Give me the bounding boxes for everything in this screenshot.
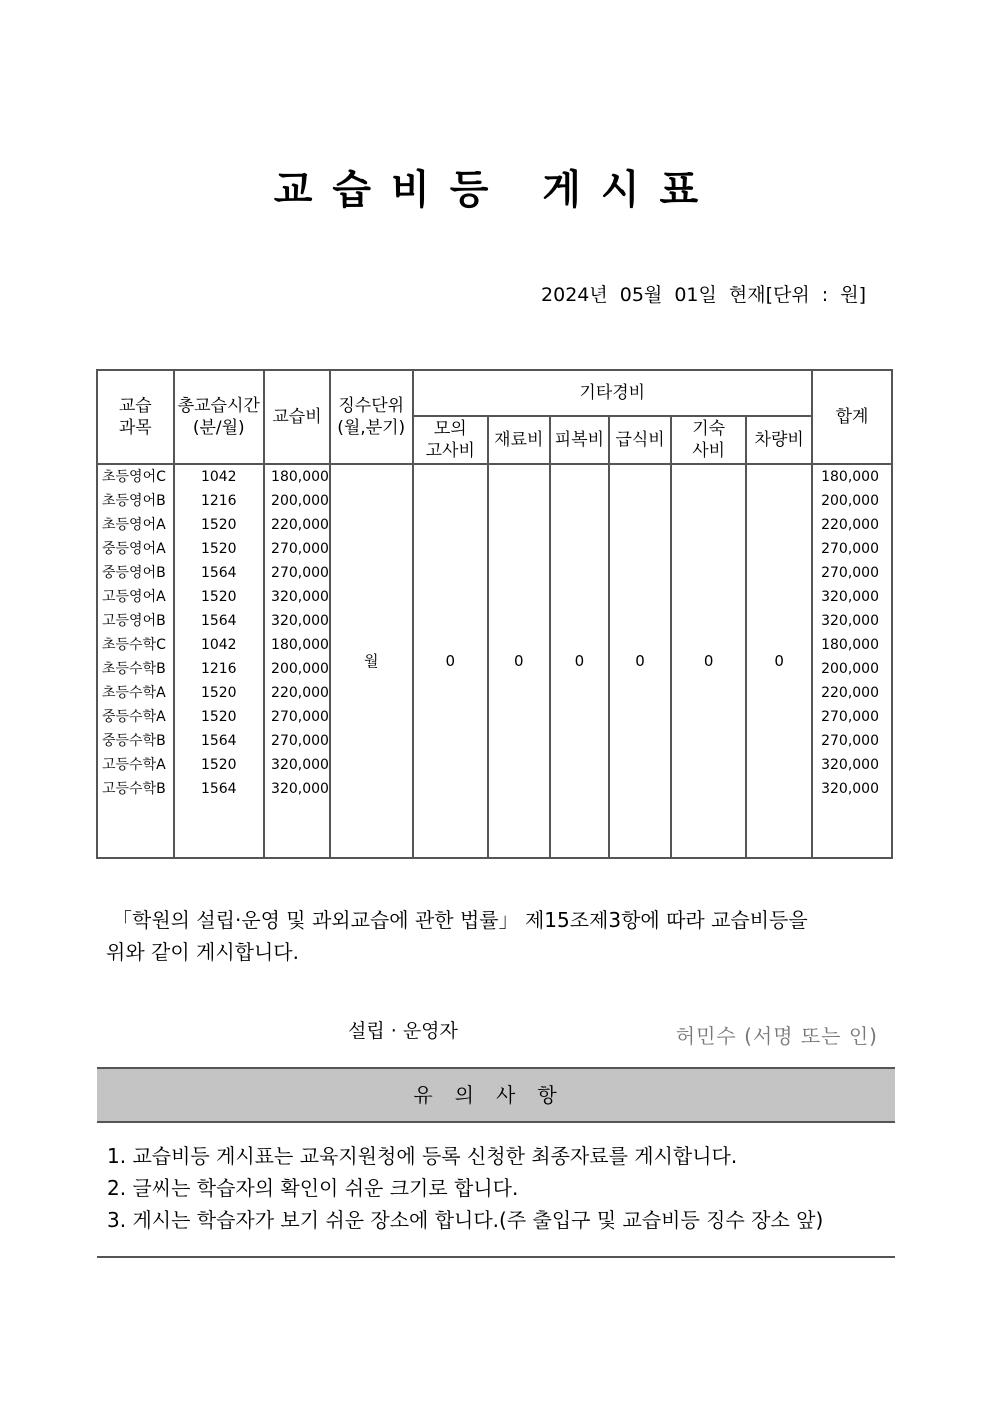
header-material: 재료비: [488, 416, 550, 464]
header-vehicle: 차량비: [746, 416, 812, 464]
hours-cell: 1564: [174, 777, 265, 801]
fee-cell: 270,000: [264, 561, 330, 585]
header-course: 교습 과목: [97, 370, 174, 464]
hours-cell: 1520: [174, 585, 265, 609]
empty-cell: [264, 801, 330, 858]
merged-mock-cell: 0: [413, 464, 489, 858]
notice-heading: 유의사항: [97, 1067, 895, 1123]
header-dorm: 기숙 사비: [671, 416, 747, 464]
total-cell: 200,000: [812, 657, 892, 681]
merged-unit-cell: 월: [330, 464, 413, 858]
total-cell: 270,000: [812, 729, 892, 753]
course-cell: 고등수학B: [97, 777, 174, 801]
fee-cell: 320,000: [264, 585, 330, 609]
course-cell: 중등수학A: [97, 705, 174, 729]
law-statement-line1: 「학원의 설립·운영 및 과외교습에 관한 법률」 제15조제3항에 따라 교습비등을: [112, 908, 808, 932]
hours-cell: 1042: [174, 464, 265, 489]
total-cell: 220,000: [812, 513, 892, 537]
total-cell: 320,000: [812, 753, 892, 777]
total-cell: 180,000: [812, 633, 892, 657]
hours-cell: 1520: [174, 753, 265, 777]
course-cell: 중등수학B: [97, 729, 174, 753]
fee-cell: 320,000: [264, 753, 330, 777]
notice-item: 3. 게시는 학습자가 보기 쉬운 장소에 합니다.(주 출입구 및 교습비등 징수 장소 앞): [107, 1208, 824, 1232]
fee-cell: 270,000: [264, 729, 330, 753]
total-cell: 270,000: [812, 537, 892, 561]
fee-cell: 270,000: [264, 705, 330, 729]
fee-cell: 220,000: [264, 681, 330, 705]
total-cell: 320,000: [812, 777, 892, 801]
course-cell: 중등영어A: [97, 537, 174, 561]
merged-dorm-cell: 0: [671, 464, 747, 858]
total-cell: 320,000: [812, 609, 892, 633]
merged-uniform-cell: 0: [550, 464, 610, 858]
fee-cell: 180,000: [264, 464, 330, 489]
total-cell: 180,000: [812, 464, 892, 489]
header-uniform: 피복비: [550, 416, 610, 464]
fee-cell: 200,000: [264, 657, 330, 681]
table-row: [97, 464, 892, 489]
hours-cell: 1520: [174, 681, 265, 705]
notice-bottom-rule: [97, 1256, 895, 1258]
fee-cell: 320,000: [264, 609, 330, 633]
course-cell: 고등영어A: [97, 585, 174, 609]
hours-cell: 1520: [174, 705, 265, 729]
law-statement-line2: 위와 같이 게시합니다.: [106, 940, 299, 964]
hours-cell: 1520: [174, 537, 265, 561]
course-cell: 중등영어B: [97, 561, 174, 585]
founder-signature: 허민수 (서명 또는 인): [675, 1024, 878, 1048]
empty-cell: [174, 801, 265, 858]
header-fee: 교습비: [264, 370, 330, 464]
hours-cell: 1564: [174, 561, 265, 585]
hours-cell: 1564: [174, 609, 265, 633]
course-cell: 고등영어B: [97, 609, 174, 633]
course-cell: 초등영어A: [97, 513, 174, 537]
notice-item: 2. 글씨는 학습자의 확인이 쉬운 크기로 합니다.: [107, 1176, 519, 1200]
header-total-hours: 총교습시간 (분/월): [174, 370, 265, 464]
date-unit-line: 2024년 05월 01일 현재[단위 : 원]: [541, 284, 866, 306]
header-unit: 징수단위 (월,분기): [330, 370, 413, 464]
course-cell: 고등수학A: [97, 753, 174, 777]
course-cell: 초등수학C: [97, 633, 174, 657]
hours-cell: 1216: [174, 489, 265, 513]
law-statement: [106, 904, 866, 968]
fee-cell: 200,000: [264, 489, 330, 513]
hours-cell: 1042: [174, 633, 265, 657]
total-cell: 270,000: [812, 561, 892, 585]
fee-cell: 270,000: [264, 537, 330, 561]
total-cell: 320,000: [812, 585, 892, 609]
header-sum: 합계: [812, 370, 892, 464]
notice-list: [97, 1140, 895, 1236]
hours-cell: 1216: [174, 657, 265, 681]
fee-table: [96, 369, 893, 859]
founder-label: 설립 · 운영자: [348, 1020, 458, 1042]
notice-item: 1. 교습비등 게시표는 교육지원청에 등록 신청한 최종자료를 게시합니다.: [107, 1144, 738, 1168]
fee-cell: 320,000: [264, 777, 330, 801]
merged-material-cell: 0: [488, 464, 550, 858]
course-cell: 초등영어B: [97, 489, 174, 513]
merged-vehicle-cell: 0: [746, 464, 812, 858]
empty-cell: [97, 801, 174, 858]
header-mock-exam: 모의 고사비: [413, 416, 489, 464]
fee-cell: 180,000: [264, 633, 330, 657]
hours-cell: 1520: [174, 513, 265, 537]
hours-cell: 1564: [174, 729, 265, 753]
fee-cell: 220,000: [264, 513, 330, 537]
total-cell: 200,000: [812, 489, 892, 513]
merged-meal-cell: 0: [609, 464, 671, 858]
header-meal: 급식비: [609, 416, 671, 464]
course-cell: 초등수학A: [97, 681, 174, 705]
total-cell: 220,000: [812, 681, 892, 705]
total-cell: 270,000: [812, 705, 892, 729]
page-title: 교습비등 게시표: [273, 167, 719, 213]
course-cell: 초등수학B: [97, 657, 174, 681]
course-cell: 초등영어C: [97, 464, 174, 489]
empty-cell: [812, 801, 892, 858]
header-other-expenses: 기타경비: [413, 370, 812, 416]
